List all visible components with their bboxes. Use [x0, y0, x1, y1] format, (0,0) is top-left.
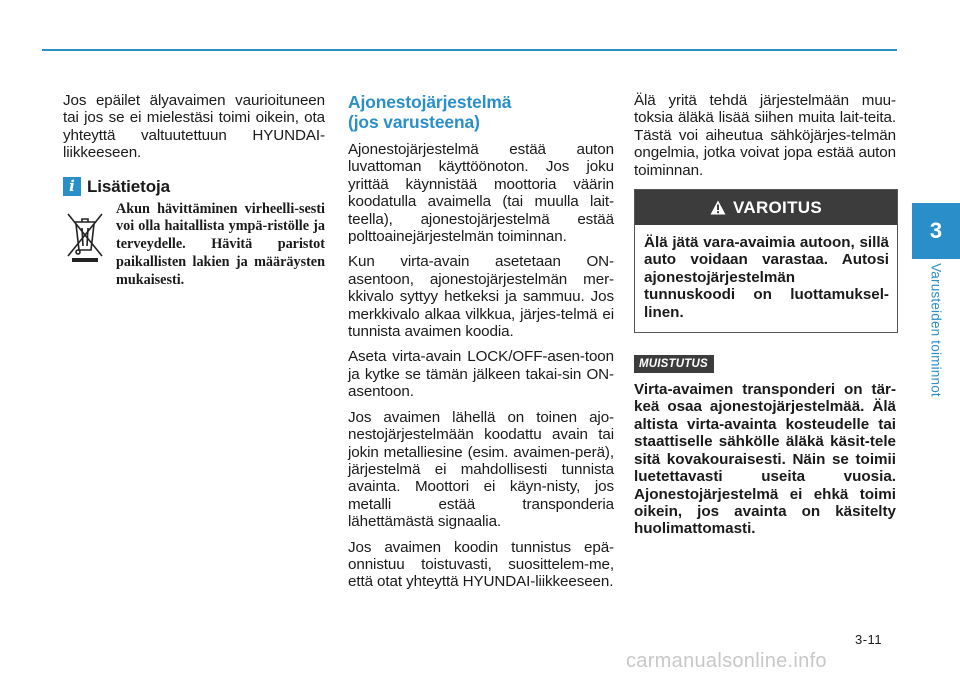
chapter-tab: 3	[912, 203, 960, 259]
warning-header	[635, 190, 897, 225]
intro-paragraph: Älä yritä tehdä järjestelmään muu-toksia äläkä lisää siihen muita lait-teita. Tästä voi aiheutua sähköjärjes-telmän ongelmia, jotka voivat jopa estää auton toiminnan.	[634, 92, 896, 179]
paragraph: Aseta virta-avain LOCK/OFF-asen-toon ja kytke se tämän jälkeen takai-sin ON-asentoon.	[348, 348, 614, 401]
column-right	[634, 92, 896, 538]
note-text: Virta-avaimen transponderi on tär-keä osaa ajonestojärjestelmää. Älä altista virta-avainta kosteudelle tai staattiselle sähkölle äläkä käsit-tele sitä kovakouraisesti. Näin se toimii luetettavasti useita vuosia. Ajonestojärjestelmä ei ehkä toimi oikein, jos avainta on käsitelty huolimattomasti.	[634, 381, 896, 538]
info-title: Lisätietoja	[87, 176, 170, 196]
warning-triangle-icon	[710, 200, 726, 215]
column-middle	[348, 92, 614, 591]
warning-text: Älä jätä vara-avaimia autoon, sillä auto voidaan varastaa. Autosi ajonestojärjestelmän tunnuskoodi on luottamuksel-linen.	[644, 234, 889, 321]
paragraph: Ajonestojärjestelmä estää auton luvattoman käyttöönoton. Jos joku yrittää käynnistää moottoria väärin koodatulla avaimella (tai muulla lait-teella), ajonestojärjestelmä estää polttoainejärjestelmän toiminnan.	[348, 141, 614, 246]
section-title	[348, 92, 614, 132]
info-icon: i	[63, 177, 81, 196]
page-number: 3-11	[855, 632, 883, 647]
info-header	[63, 177, 325, 197]
info-text: Akun hävittäminen virheelli-sesti voi olla haitallista ympä-ristölle ja terveydelle. Hävitä paristot paikallisten lakien ja määräysten mukaisesti.	[116, 200, 325, 288]
intro-paragraph: Jos epäilet älyavaimen vaurioituneen tai jos se ei mielestäsi toimi oikein, ota yhteyttä valtuutettuun HYUNDAI-liikkeeseen.	[63, 92, 325, 162]
warning-box	[634, 189, 898, 333]
note-label: MUISTUTUS	[634, 355, 714, 373]
column-left	[63, 92, 325, 290]
section-title-line2: (jos varusteena)	[348, 112, 480, 132]
header-rule	[42, 49, 897, 51]
paragraph: Jos avaimen koodin tunnistus epä-onnistuu toistuvasti, suosittelem-me, että otat yhteyttä HYUNDAI-liikkeeseen.	[348, 538, 614, 591]
chapter-title: Varusteiden toiminnot	[928, 263, 944, 397]
paragraph: Kun virta-avain asetetaan ON-asentoon, ajonestojärjestelmän mer-kkivalo syttyy hetkeksi ja sammuu. Jos merkkivalo alkaa vilkkua, järjes-telmä ei tunnista avaimen koodia.	[348, 253, 614, 341]
warning-title: VAROITUS	[733, 197, 822, 217]
section-title-line1: Ajonestojärjestelmä	[348, 92, 512, 112]
paragraph: Jos avaimen lähellä on toinen ajo-nestojärjestelmään koodattu avain tai jokin metalliesine (esim. avaimen-perä), järjestelmä ei mahdollisesti tunnista avainta. Moottori ei käyn-nisty, jos metalli estää transponderia lähettämästä signaalia.	[348, 408, 614, 531]
info-body	[63, 201, 325, 290]
watermark: carmanualsonline.info	[626, 650, 827, 672]
crossed-bin-icon	[63, 204, 107, 264]
